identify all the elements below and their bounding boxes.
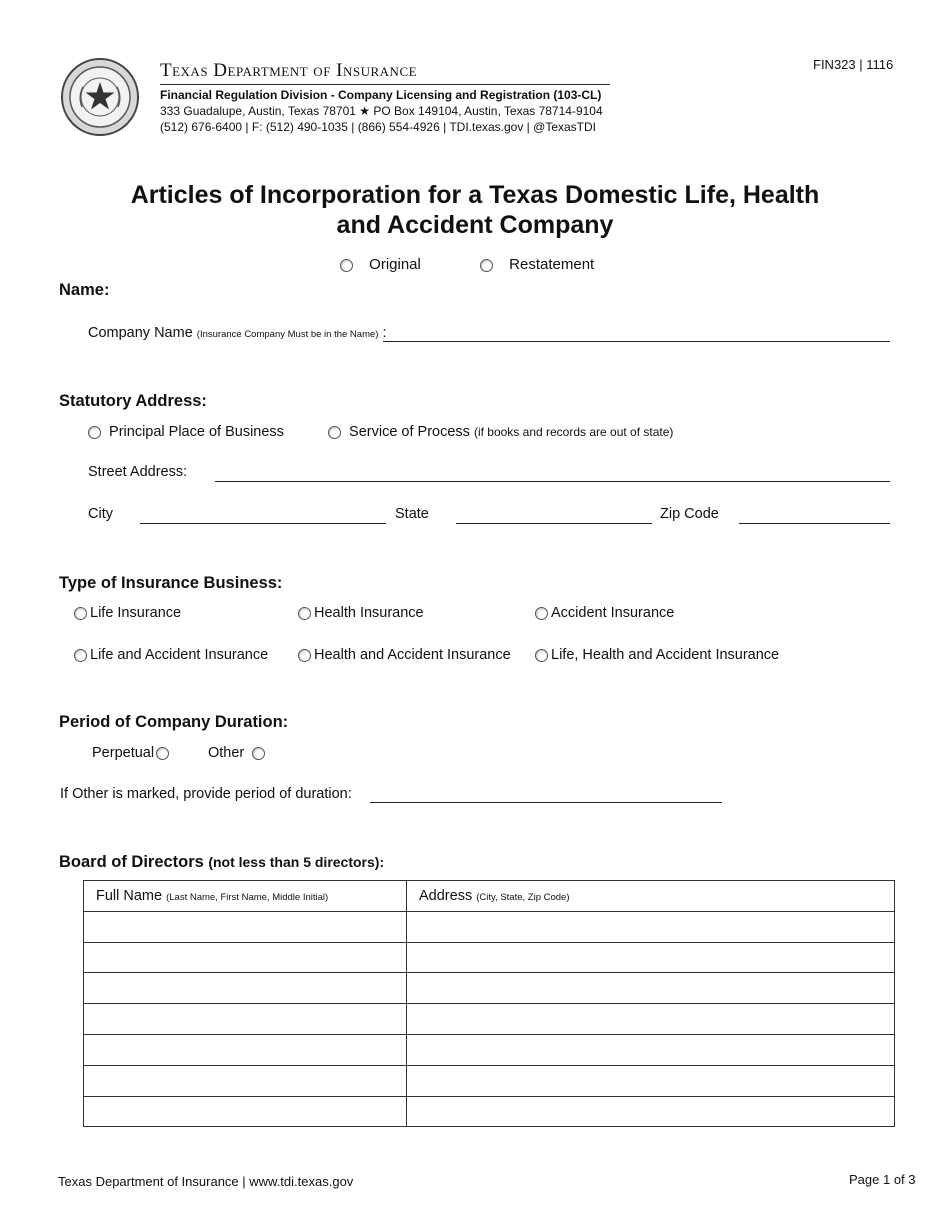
radio-life-label: Life Insurance <box>90 605 182 621</box>
director-name-cell[interactable] <box>84 911 407 942</box>
director-name-cell[interactable] <box>84 1004 407 1035</box>
radio-restatement[interactable] <box>480 256 594 273</box>
radio-accident-insurance[interactable] <box>535 605 674 621</box>
radio-life-accident-circle[interactable] <box>74 649 87 662</box>
page-title <box>0 180 950 240</box>
state-label: State <box>395 506 429 522</box>
col-address <box>407 881 895 912</box>
board-header-row <box>84 881 895 912</box>
radio-accident-label: Accident Insurance <box>551 605 675 621</box>
other-duration-prompt: If Other is marked, provide period of duration: <box>60 786 352 802</box>
form-id: FIN323 | 1116 <box>813 57 894 72</box>
director-address-cell[interactable] <box>407 1065 895 1096</box>
table-row <box>84 911 895 942</box>
radio-other-label: Other <box>208 745 245 761</box>
table-row <box>84 942 895 973</box>
col-full-name-label: Full Name <box>96 887 163 904</box>
director-address-cell[interactable] <box>407 911 895 942</box>
director-address-cell[interactable] <box>407 973 895 1004</box>
zip-code-label: Zip Code <box>660 506 719 522</box>
radio-principal-label: Principal Place of Business <box>109 424 284 440</box>
board-heading-text: Board of Directors <box>59 853 204 871</box>
radio-life-health-accident-insurance[interactable] <box>535 647 779 663</box>
table-row <box>84 1096 895 1127</box>
col-full-name <box>84 881 407 912</box>
radio-health-accident-insurance[interactable] <box>298 647 511 663</box>
board-heading <box>59 853 384 872</box>
radio-original-circle[interactable] <box>340 259 353 272</box>
director-name-cell[interactable] <box>84 942 407 973</box>
director-name-cell[interactable] <box>84 1065 407 1096</box>
other-duration-field[interactable] <box>370 802 722 803</box>
director-address-cell[interactable] <box>407 1096 895 1127</box>
company-name-text: Company Name <box>88 325 193 341</box>
company-name-field[interactable] <box>383 341 890 342</box>
radio-original[interactable] <box>340 256 421 273</box>
company-name-label <box>88 325 387 341</box>
director-name-cell[interactable] <box>84 1096 407 1127</box>
radio-health-label: Health Insurance <box>314 605 424 621</box>
radio-health-accident-circle[interactable] <box>298 649 311 662</box>
division-line: Financial Regulation Division - Company Licensing and Registration (103-CL) <box>160 88 602 102</box>
table-row <box>84 1065 895 1096</box>
name-heading: Name: <box>59 281 110 299</box>
radio-service-circle[interactable] <box>328 426 341 439</box>
radio-restatement-label: Restatement <box>509 256 595 273</box>
department-name: Texas Department of Insurance <box>160 60 418 81</box>
radio-life-accident-label: Life and Accident Insurance <box>90 647 269 663</box>
radio-service-of-process[interactable] <box>328 424 673 440</box>
city-label: City <box>88 506 113 522</box>
header-rule <box>160 84 610 85</box>
col-full-name-note: (Last Name, First Name, Middle Initial) <box>166 891 329 903</box>
radio-other[interactable] <box>208 745 265 761</box>
radio-perpetual[interactable] <box>92 745 169 761</box>
radio-principal-circle[interactable] <box>88 426 101 439</box>
radio-perpetual-label: Perpetual <box>92 745 155 761</box>
board-heading-note: (not less than 5 directors): <box>208 854 385 870</box>
state-field[interactable] <box>456 523 652 524</box>
radio-principal-place[interactable] <box>88 424 284 440</box>
radio-health-circle[interactable] <box>298 607 311 620</box>
radio-life-health-accident-label: Life, Health and Accident Insurance <box>551 647 780 663</box>
statutory-address-heading: Statutory Address: <box>59 392 207 410</box>
street-address-field[interactable] <box>215 481 890 482</box>
radio-service-label: Service of Process <box>349 424 470 440</box>
insurance-type-heading: Type of Insurance Business: <box>59 574 283 592</box>
director-name-cell[interactable] <box>84 973 407 1004</box>
table-row <box>84 1004 895 1035</box>
table-row <box>84 973 895 1004</box>
radio-health-insurance[interactable] <box>298 605 424 621</box>
title-line-1: Articles of Incorporation for a Texas Domestic Life, Health <box>130 181 820 209</box>
director-name-cell[interactable] <box>84 1034 407 1065</box>
radio-life-insurance[interactable] <box>74 605 181 621</box>
radio-perpetual-circle[interactable] <box>156 747 169 760</box>
page-number: Page 1 of 3 <box>849 1172 916 1187</box>
board-table <box>83 880 895 1127</box>
radio-restatement-circle[interactable] <box>480 259 493 272</box>
footer-text: Texas Department of Insurance | www.tdi.texas.gov <box>58 1174 354 1189</box>
radio-life-accident-insurance[interactable] <box>74 647 268 663</box>
table-row <box>84 1034 895 1065</box>
radio-life-health-accident-circle[interactable] <box>535 649 548 662</box>
radio-original-label: Original <box>369 256 421 273</box>
radio-health-accident-label: Health and Accident Insurance <box>314 647 511 663</box>
street-address-label: Street Address: <box>88 464 188 480</box>
director-address-cell[interactable] <box>407 942 895 973</box>
col-address-note: (City, State, Zip Code) <box>476 891 570 903</box>
radio-life-circle[interactable] <box>74 607 87 620</box>
radio-service-note: (if books and records are out of state) <box>473 425 674 439</box>
director-address-cell[interactable] <box>407 1004 895 1035</box>
title-line-2: and Accident Company <box>336 211 614 239</box>
agency-seal <box>60 57 140 137</box>
contact-line: (512) 676-6400 | F: (512) 490-1035 | (866) 554-4926 | TDI.texas.gov | @TexasTDI <box>160 120 596 134</box>
city-field[interactable] <box>140 523 386 524</box>
zip-code-field[interactable] <box>739 523 890 524</box>
company-name-colon: : <box>382 325 387 341</box>
director-address-cell[interactable] <box>407 1034 895 1065</box>
duration-heading: Period of Company Duration: <box>59 713 289 731</box>
address-line: 333 Guadalupe, Austin, Texas 78701 ★ PO Box 149104, Austin, Texas 78714-9104 <box>160 104 603 118</box>
radio-other-circle[interactable] <box>252 747 265 760</box>
col-address-label: Address <box>419 887 473 904</box>
company-name-note: (Insurance Company Must be in the Name) <box>196 329 379 340</box>
radio-accident-circle[interactable] <box>535 607 548 620</box>
